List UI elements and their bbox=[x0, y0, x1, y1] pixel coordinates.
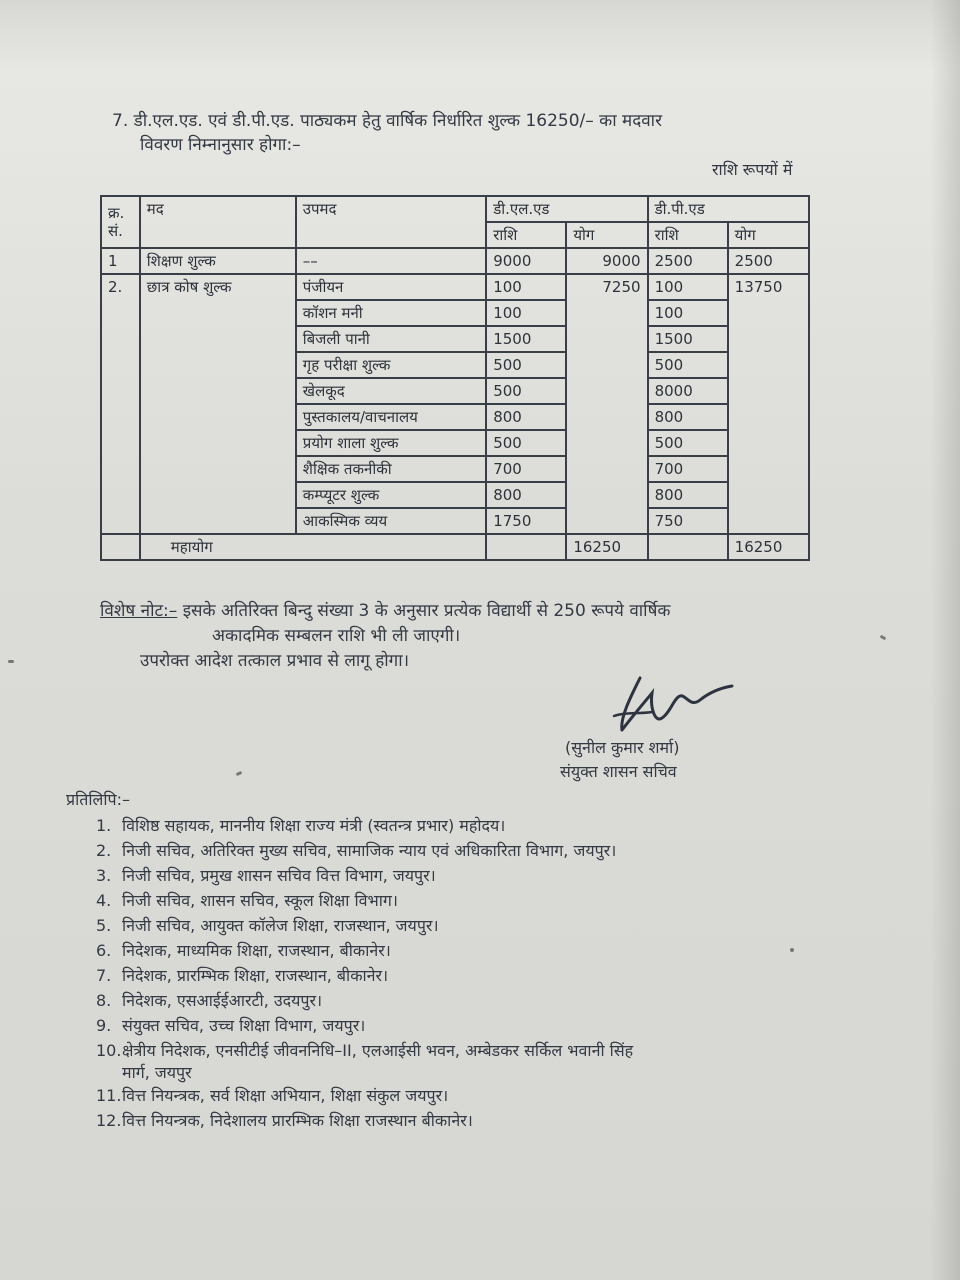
paragraph-line-1: 7. डी.एल.एड. एवं डी.पी.एड. पाठ्यकम हेतु वार्षिक निर्धारित शुल्क 16250/– का मदवार bbox=[112, 111, 663, 131]
row2-dped-yog: 13750 bbox=[728, 274, 809, 534]
row2-upmad-4: खेलकूद bbox=[296, 378, 486, 404]
list-item-number: 2. bbox=[96, 841, 112, 860]
total-dped-rashi bbox=[648, 534, 728, 560]
special-note-line-1 bbox=[100, 598, 670, 621]
row2-deled-9: 1750 bbox=[486, 508, 566, 534]
row2-deled-0: 100 bbox=[486, 274, 566, 300]
list-item bbox=[96, 839, 616, 861]
page-shadow-right bbox=[930, 0, 960, 1280]
table-row bbox=[101, 274, 809, 300]
list-item bbox=[96, 964, 388, 986]
row2-upmad-3: गृह परीक्षा शुल्क bbox=[296, 352, 486, 378]
row1-deled-yog: 9000 bbox=[566, 248, 647, 274]
row2-deled-yog: 7250 bbox=[566, 274, 647, 534]
row2-sn: 2. bbox=[101, 274, 140, 534]
row2-dped-1: 100 bbox=[648, 300, 728, 326]
list-item-number: 5. bbox=[96, 916, 112, 935]
table-row-total bbox=[101, 534, 809, 560]
row2-deled-2: 1500 bbox=[486, 326, 566, 352]
list-item bbox=[96, 1061, 192, 1083]
row2-upmad-8: कम्प्यूटर शुल्क bbox=[296, 482, 486, 508]
row2-upmad-1: कॉशन मनी bbox=[296, 300, 486, 326]
list-item bbox=[96, 1014, 365, 1036]
list-item-number: 6. bbox=[96, 941, 112, 960]
row2-deled-4: 500 bbox=[486, 378, 566, 404]
row1-dped-yog: 2500 bbox=[728, 248, 809, 274]
list-item bbox=[96, 814, 505, 836]
total-deled-yog: 16250 bbox=[566, 534, 647, 560]
special-note-line-3: उपरोक्त आदेश तत्काल प्रभाव से लागू होगा। bbox=[140, 651, 410, 671]
list-item-text: मार्ग, जयपुर bbox=[122, 1063, 192, 1082]
header-deled: डी.एल.एड bbox=[486, 196, 647, 222]
total-label: महायोग bbox=[140, 534, 486, 560]
row2-dped-7: 700 bbox=[648, 456, 728, 482]
row2-deled-3: 500 bbox=[486, 352, 566, 378]
header-dped-yog: योग bbox=[728, 222, 809, 248]
list-item-text: निजी सचिव, अतिरिक्त मुख्य सचिव, सामाजिक न्याय एवं अधिकारिता विभाग, जयपुर। bbox=[122, 841, 617, 860]
list-item-number: 8. bbox=[96, 991, 112, 1010]
list-item-number: 3. bbox=[96, 866, 112, 885]
row2-deled-6: 500 bbox=[486, 430, 566, 456]
header-deled-yog: योग bbox=[566, 222, 647, 248]
row1-dped-rashi: 2500 bbox=[648, 248, 728, 274]
list-item-text: निजी सचिव, प्रमुख शासन सचिव वित्त विभाग, जयपुर। bbox=[122, 866, 436, 885]
scan-speck bbox=[790, 948, 794, 952]
list-item-text: विशिष्ठ सहायक, माननीय शिक्षा राज्य मंत्री (स्वतन्त्र प्रभार) महोदय। bbox=[122, 816, 506, 835]
row2-dped-5: 800 bbox=[648, 404, 728, 430]
list-item-text: निजी सचिव, आयुक्त कॉलेज शिक्षा, राजस्थान, जयपुर। bbox=[122, 916, 439, 935]
row1-upmad: –– bbox=[296, 248, 486, 274]
row2-dped-0: 100 bbox=[648, 274, 728, 300]
signatory-name: (सुनील कुमार शर्मा) bbox=[565, 738, 680, 757]
row2-dped-4: 8000 bbox=[648, 378, 728, 404]
list-item-text: वित्त नियन्त्रक, निदेशालय प्रारम्भिक शिक्षा राजस्थान बीकानेर। bbox=[122, 1111, 473, 1130]
copy-list-heading: प्रतिलिपि:– bbox=[66, 790, 130, 809]
list-item-number: 9. bbox=[96, 1016, 112, 1035]
row2-dped-9: 750 bbox=[648, 508, 728, 534]
row2-dped-3: 500 bbox=[648, 352, 728, 378]
list-item bbox=[96, 989, 322, 1011]
row2-deled-8: 800 bbox=[486, 482, 566, 508]
header-mad: मद bbox=[140, 196, 296, 248]
signatory-title: संयुक्त शासन सचिव bbox=[560, 762, 677, 781]
special-note-text-1: इसके अतिरिक्त बिन्दु संख्या 3 के अनुसार प्रत्येक विद्यार्थी से 250 रूपये वार्षिक bbox=[182, 601, 671, 621]
list-item-number: 12. bbox=[96, 1111, 122, 1130]
list-item-text: निजी सचिव, शासन सचिव, स्कूल शिक्षा विभाग। bbox=[122, 891, 398, 910]
row2-dped-6: 500 bbox=[648, 430, 728, 456]
list-item bbox=[96, 914, 439, 936]
row2-dped-8: 800 bbox=[648, 482, 728, 508]
row2-mad: छात्र कोष शुल्क bbox=[140, 274, 296, 534]
list-item-number: 1. bbox=[96, 816, 112, 835]
row2-deled-7: 700 bbox=[486, 456, 566, 482]
row1-mad: शिक्षण शुल्क bbox=[140, 248, 296, 274]
list-item-number: 10. bbox=[96, 1041, 122, 1060]
amount-unit-note: राशि रूपयों में bbox=[712, 160, 793, 179]
header-dped-rashi: राशि bbox=[648, 222, 728, 248]
list-item-text: निदेशक, माध्यमिक शिक्षा, राजस्थान, बीकानेर। bbox=[122, 941, 391, 960]
paragraph-line-2: विवरण निम्नानुसार होगा:– bbox=[140, 135, 301, 155]
scan-speck bbox=[8, 660, 14, 663]
row2-upmad-6: प्रयोग शाला शुल्क bbox=[296, 430, 486, 456]
row1-sn: 1 bbox=[101, 248, 140, 274]
total-dped-yog: 16250 bbox=[728, 534, 809, 560]
row2-upmad-0: पंजीयन bbox=[296, 274, 486, 300]
list-item bbox=[96, 939, 391, 961]
special-note-line-2: अकादमिक सम्बलन राशि भी ली जाएगी। bbox=[212, 626, 461, 646]
list-item bbox=[96, 864, 436, 886]
list-item bbox=[96, 889, 398, 911]
list-item bbox=[96, 1109, 473, 1131]
header-dped: डी.पी.एड bbox=[648, 196, 809, 222]
row2-deled-5: 800 bbox=[486, 404, 566, 430]
row2-dped-2: 1500 bbox=[648, 326, 728, 352]
list-item-text: निदेशक, प्रारम्भिक शिक्षा, राजस्थान, बीकानेर। bbox=[122, 966, 389, 985]
list-item-number: 4. bbox=[96, 891, 112, 910]
row2-upmad-2: बिजली पानी bbox=[296, 326, 486, 352]
header-upmad: उपमद bbox=[296, 196, 486, 248]
list-item bbox=[96, 1039, 633, 1061]
page-shadow-top bbox=[0, 0, 960, 70]
row2-upmad-5: पुस्तकालय/वाचनालय bbox=[296, 404, 486, 430]
list-item-text: क्षेत्रीय निदेशक, एनसीटीई जीवननिधि–II, एलआईसी भवन, अम्बेडकर सर्किल भवानी सिंह bbox=[122, 1041, 634, 1060]
row2-deled-1: 100 bbox=[486, 300, 566, 326]
row2-upmad-7: शैक्षिक तकनीकी bbox=[296, 456, 486, 482]
signature-mark-icon bbox=[600, 668, 740, 738]
list-item-text: वित्त नियन्त्रक, सर्व शिक्षा अभियान, शिक्षा संकुल जयपुर। bbox=[122, 1086, 449, 1105]
list-item bbox=[96, 1084, 448, 1106]
header-deled-rashi: राशि bbox=[486, 222, 566, 248]
list-item-number: 11. bbox=[96, 1086, 122, 1105]
special-note-label: विशेष नोट:– bbox=[100, 601, 178, 621]
fee-table bbox=[100, 195, 810, 561]
list-item-text: निदेशक, एसआईईआरटी, उदयपुर। bbox=[122, 991, 323, 1010]
table-row bbox=[101, 248, 809, 274]
total-sn bbox=[101, 534, 140, 560]
list-item-text: संयुक्त सचिव, उच्च शिक्षा विभाग, जयपुर। bbox=[122, 1016, 366, 1035]
row1-deled-rashi: 9000 bbox=[486, 248, 566, 274]
row2-upmad-9: आकस्मिक व्यय bbox=[296, 508, 486, 534]
list-item-number: 7. bbox=[96, 966, 112, 985]
total-deled-rashi bbox=[486, 534, 566, 560]
header-sn: क्र. सं. bbox=[101, 196, 140, 248]
